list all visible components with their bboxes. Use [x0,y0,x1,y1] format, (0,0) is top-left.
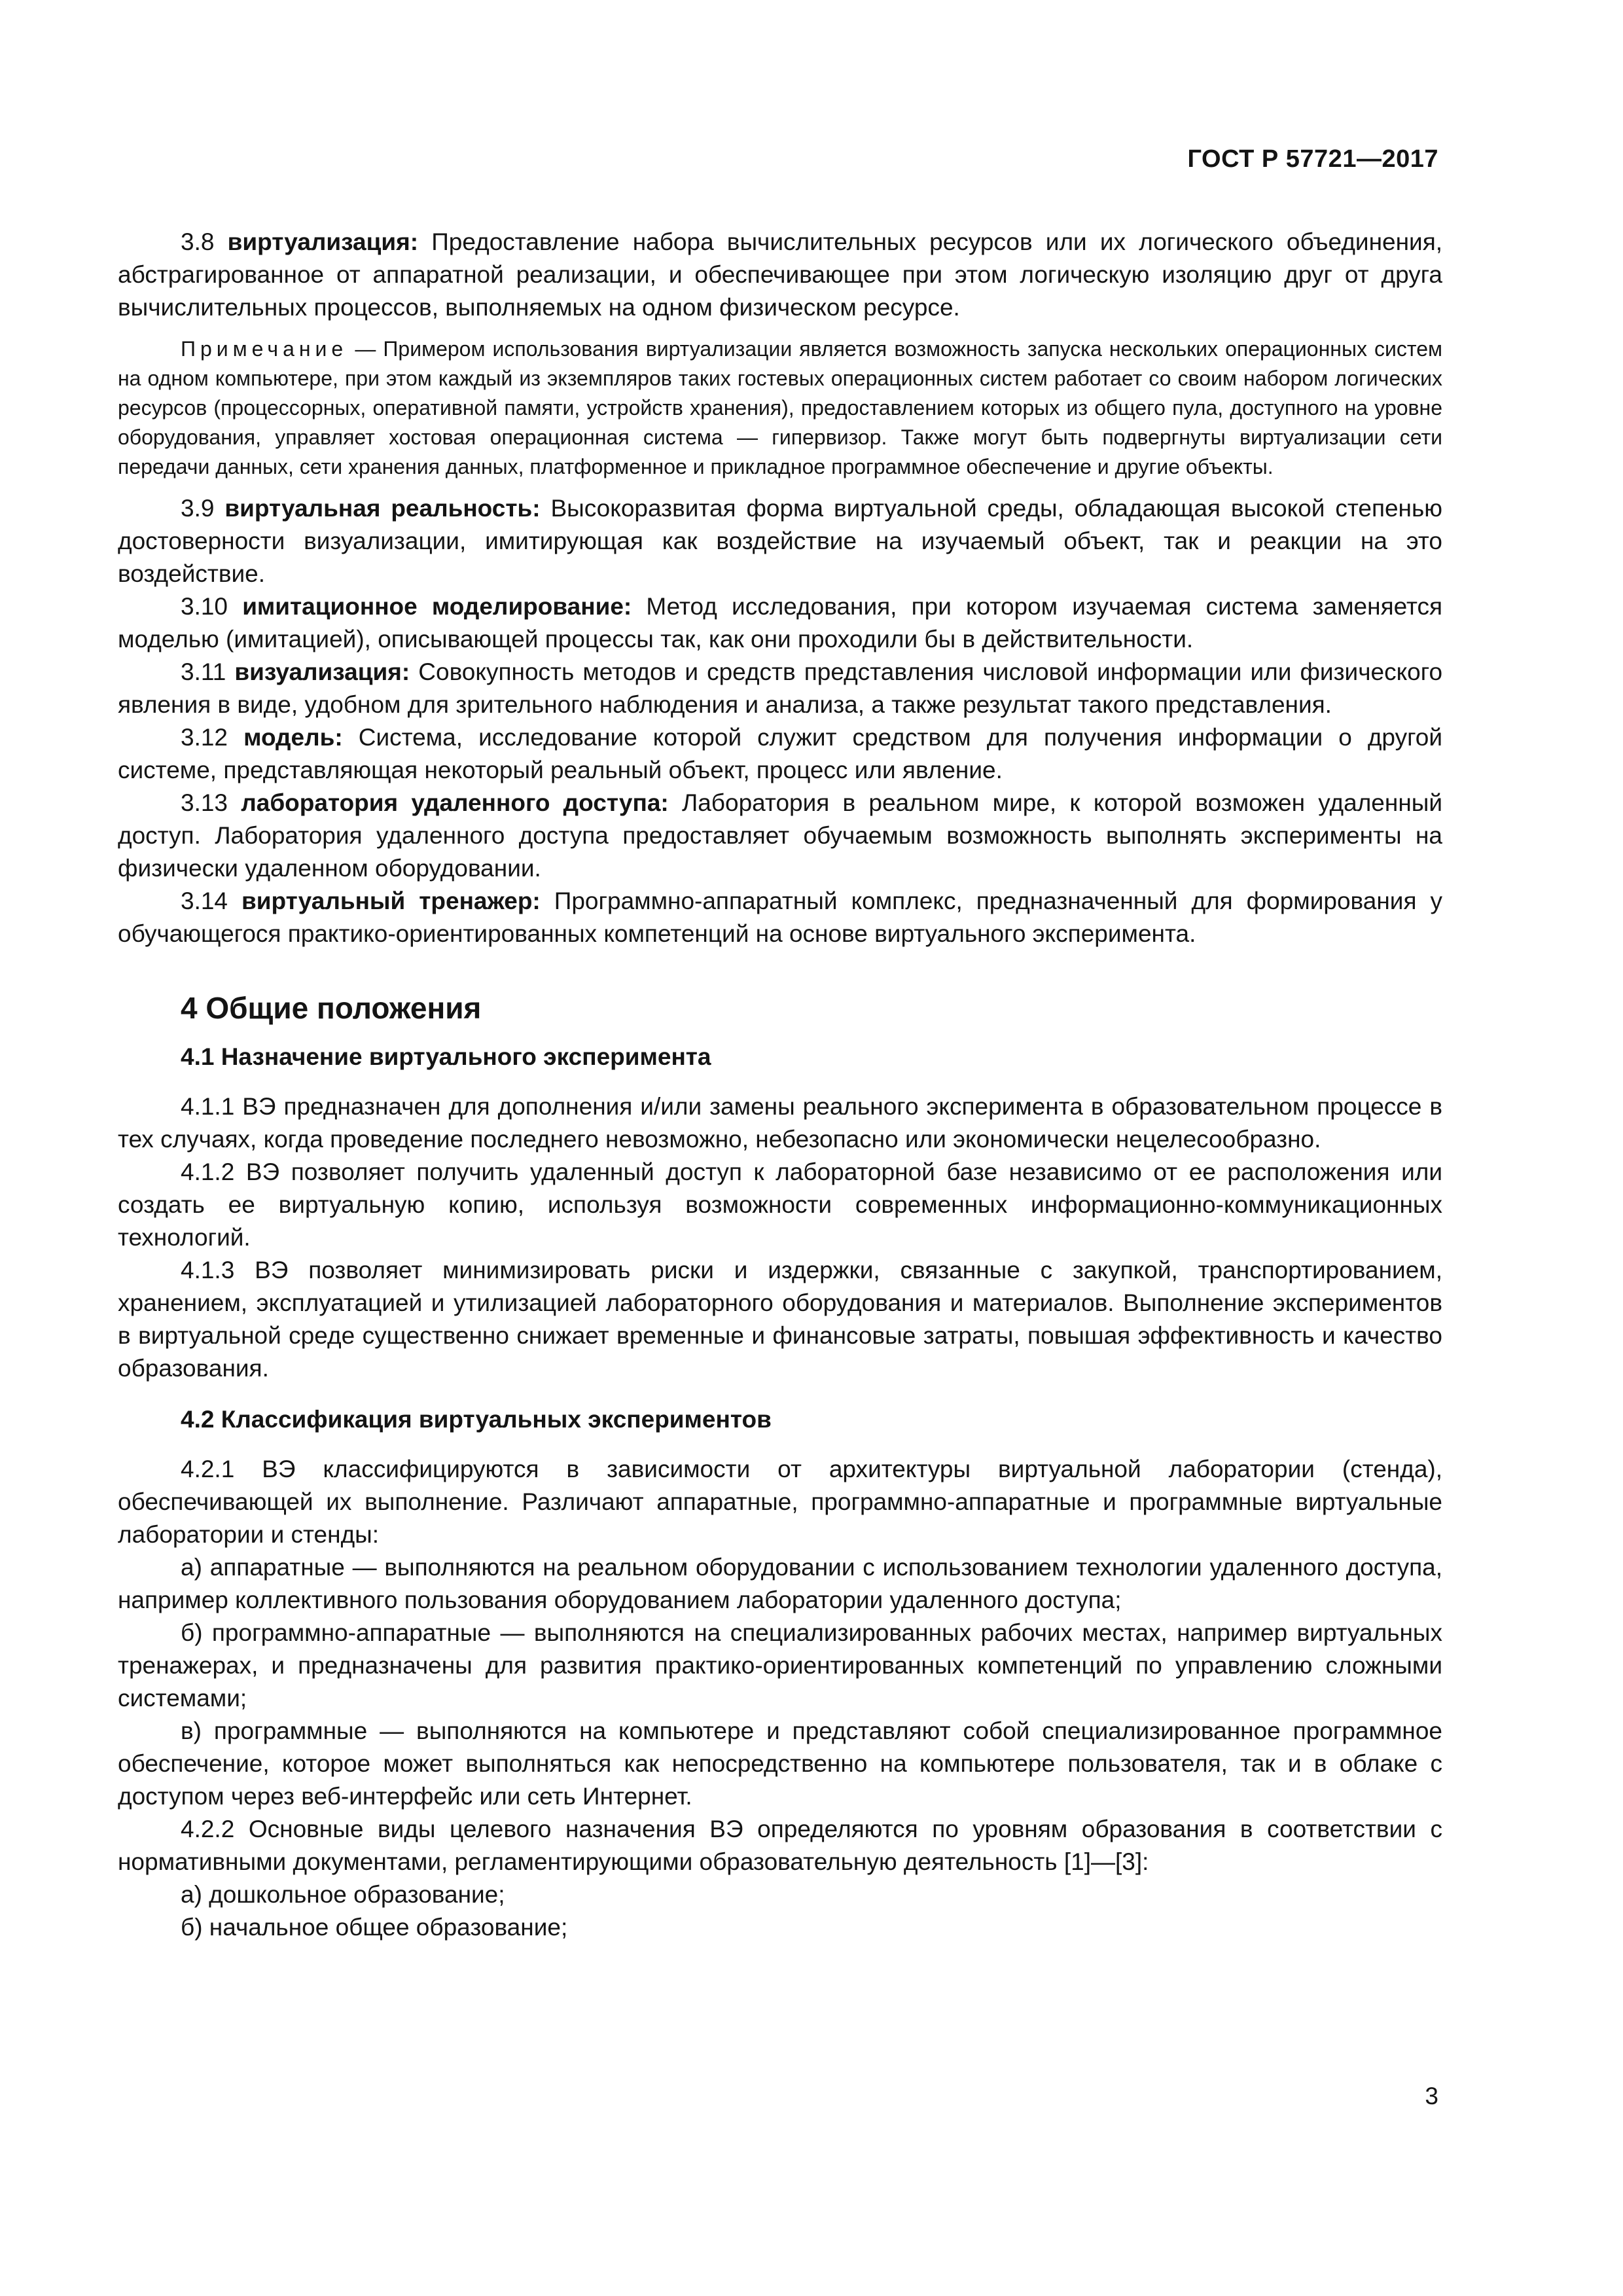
term-name: лаборатория удаленного доступа: [241,789,669,816]
list-item: а) аппаратные — выполняются на реальном оборудовании с использованием технологии удаленного доступа, например коллективного пользования оборудованием лаборатории удаленного доступа; [118,1554,1442,1613]
paragraph-4-1-3: 4.1.3 ВЭ позволяет минимизировать риски и издержки, связанные с закупкой, транспортированием, хранением, эксплуатацией и утилизацией лабораторного оборудования и материалов. Выполнение экспериментов в виртуальной среде существенно снижает временные и финансовые затраты, повышая эффективность и качество образования. [118,1257,1442,1382]
term-definition: Программно-аппаратный комплекс, предназначенный для формирования у обучающегося практико-ориентированных компетенций на основе виртуального эксперимента. [118,888,1442,947]
list-item: б) программно-аппаратные — выполняются на специализированных рабочих местах, например виртуальных тренажерах, и предназначены для развития практико-ориентированных компетенций по управлению сложными системами; [118,1619,1442,1712]
term-3-12 [118,721,1442,787]
term-definition: Метод исследования, при котором изучаемая система заменяется моделью (имитацией), описывающей процессы так, как они проходили бы в действительности. [118,593,1443,653]
term-name: имитационное моделирование: [242,593,632,620]
term-3-10 [118,590,1442,656]
paragraph-4-2-1: 4.2.1 ВЭ классифицируются в зависимости от архитектуры виртуальной лаборатории (стенда), обеспечивающей их выполнение. Различают аппаратные, программно-аппаратные и программные виртуальные лаборатории и стенды: [118,1456,1442,1548]
term-number: 3.8 [181,228,215,255]
note-text: — Примером использования виртуализации является возможность запуска нескольких операционных систем на одном компьютере, при этом каждый из экземпляров таких гостевых операционных систем работает со своим набором логических ресурсов (процессорных, оперативной памяти, устройств хранения), предоставлением которых из общего пула, доступного на уровне оборудования, управляет хостовая операционная система — гипервизор. Также могут быть подвергнуты виртуализации сети передачи данных, сети хранения данных, платформенное и прикладное программное обеспечение и другие объекты. [118,337,1443,478]
list-item: б) начальное общее образование; [181,1914,568,1941]
term-definition: Высокоразвитая форма виртуальной среды, обладающая высокой степенью достоверности визуализации, имитирующая как воздействие на изучаемый объект, так и реакции на это воздействие. [118,495,1443,587]
section-heading: 4 Общие положения [181,991,482,1025]
term-definition: Совокупность методов и средств представления числовой информации или физического явления в виде, удобном для зрительного наблюдения и анализа, а также результат такого представления. [118,658,1443,718]
term-name: визуализация: [234,658,410,685]
term-name: виртуальный тренажер: [241,888,541,914]
term-definition: Предоставление набора вычислительных ресурсов или их логического объединения, абстрагированное от аппаратной реализации, и обеспечивающее при этом логическую изоляцию друг от друга вычислительных процессов, выполняемых на одном физическом ресурсе. [118,228,1443,321]
term-3-14 [118,885,1442,950]
note [118,334,1442,482]
term-definition: Система, исследование которой служит средством для получения информации о другой системе, представляющая некоторый реальный объект, процесс или явление. [118,724,1442,783]
term-number: 3.12 [181,724,228,751]
subsection-heading: 4.1 Назначение виртуального эксперимента [181,1043,711,1070]
term-3-13 [118,787,1442,885]
term-3-8 [118,226,1442,324]
term-number: 3.10 [181,593,228,620]
term-name: виртуальная реальность: [224,495,541,522]
term-definition: Лаборатория в реальном мире, к которой возможен удаленный доступ. Лаборатория удаленного доступа предоставляет обучаемым возможность выполнять эксперименты на физически удаленном оборудовании. [118,789,1443,882]
list-item: а) дошкольное образование; [181,1881,505,1908]
note-label: Примечание [181,337,348,361]
paragraph-4-1-2: 4.1.2 ВЭ позволяет получить удаленный доступ к лабораторной базе независимо от ее расположения или создать ее виртуальную копию, используя возможности современных информационно-коммуникационных технологий. [118,1158,1442,1251]
list-item: в) программные — выполняются на компьютере и представляют собой специализированное программное обеспечение, которое может выполняться как непосредственно на компьютере пользователя, так и в облаке с доступом через веб-интерфейс или сеть Интернет. [118,1717,1442,1810]
term-name: модель: [243,724,343,751]
term-number: 3.11 [181,658,226,685]
term-3-9 [118,492,1442,590]
paragraph-4-1-1: 4.1.1 ВЭ предназначен для дополнения и/или замены реального эксперимента в образовательном процессе в тех случаях, когда проведение последнего невозможно, небезопасно или экономически нецелесообразно. [118,1093,1442,1153]
document-body [118,226,1442,1944]
paragraph-4-2-2: 4.2.2 Основные виды целевого назначения ВЭ определяются по уровням образования в соответствии с нормативными документами, регламентирующими образовательную деятельность [1]—[3]: [118,1816,1442,1875]
term-number: 3.13 [181,789,228,816]
term-3-11 [118,656,1442,721]
page-number: 3 [1425,2083,1438,2109]
term-name: виртуализация: [227,228,419,255]
standard-designation: ГОСТ Р 57721—2017 [1187,145,1438,173]
term-number: 3.14 [181,888,228,914]
subsection-heading: 4.2 Классификация виртуальных экспериментов [181,1406,772,1433]
term-number: 3.9 [181,495,215,522]
